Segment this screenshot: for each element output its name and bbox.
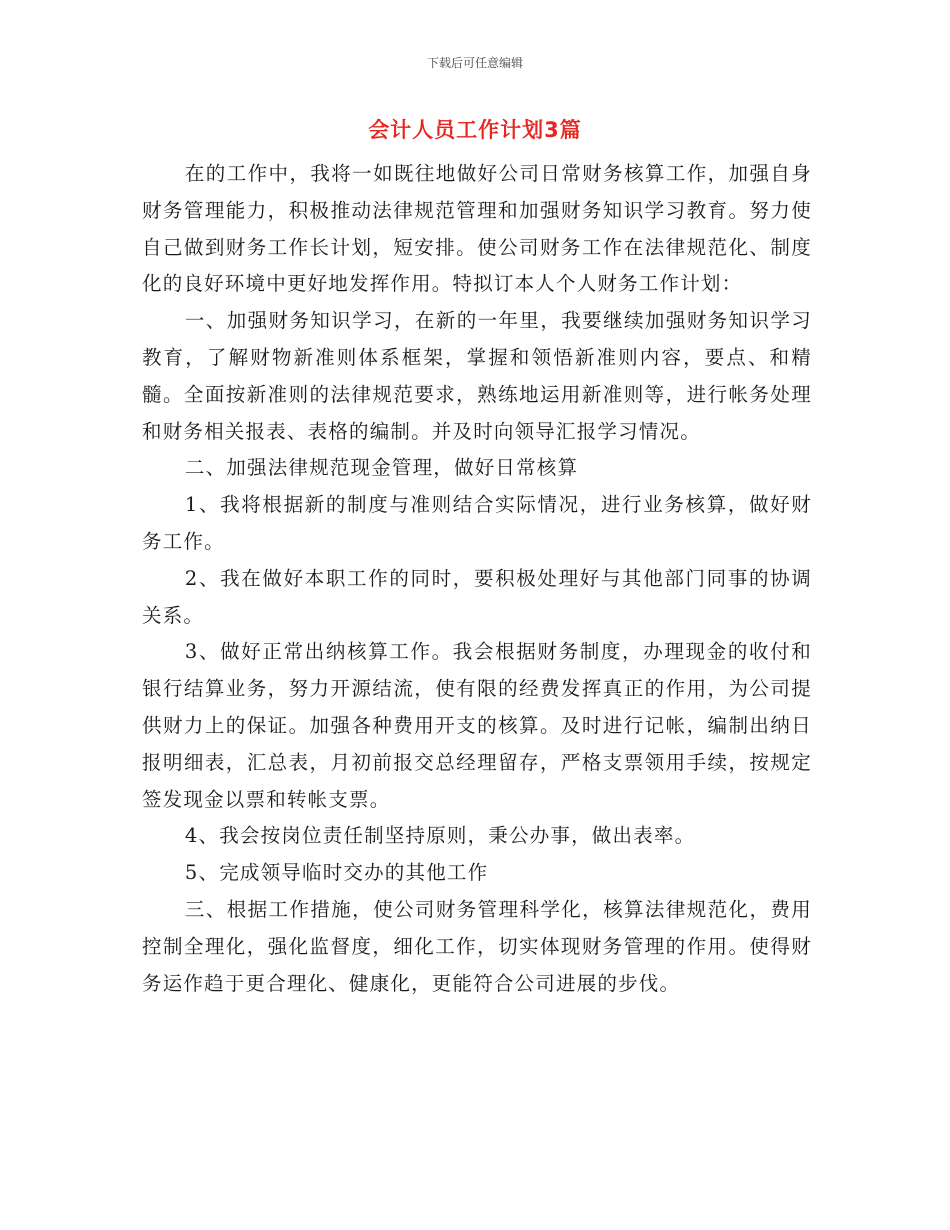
paragraph-item-3: 3、做好正常出纳核算工作。我会根据财务制度，办理现金的收付和银行结算业务，努力开源结流，使有限的经费发挥真正的作用，为公司提供财力上的保证。加强各种费用开支的核算。及时进行记帐，编制出纳日报明细表，汇总表，月初前报交总经理留存，严格支票领用手续，按规定签发现金以票和转帐支票。	[142, 640, 812, 811]
paragraph-section-3: 三、根据工作措施，使公司财务管理科学化，核算法律规范化，费用控制全理化，强化监督度，细化工作，切实体现财务管理的作用。使得财务运作趋于更合理化、健康化，更能符合公司进展的步伐。	[142, 897, 812, 995]
header-note: 下载后可任意编辑	[426, 56, 523, 70]
paragraph-item-2: 2、我在做好本职工作的同时，要积极处理好与其他部门同事的协调关系。	[142, 566, 812, 627]
document-title: 会计人员工作计划3篇	[368, 118, 582, 142]
paragraph-intro: 在的工作中，我将一如既往地做好公司日常财务核算工作，加强自身财务管理能力，积极推动法律规范管理和加强财务知识学习教育。努力使自己做到财务工作长计划，短安排。使公司财务工作在法律规范化、制度化的良好环境中更好地发挥作用。特拟订本人个人财务工作计划：	[142, 162, 812, 296]
paragraph-section-1: 一、加强财务知识学习，在新的一年里，我要继续加强财务知识学习教育，了解财物新准则体系框架，掌握和领悟新准则内容，要点、和精髓。全面按新准则的法律规范要求，熟练地运用新准则等，进行帐务处理和财务相关报表、表格的编制。并及时向领导汇报学习情况。	[142, 309, 812, 443]
document-body	[142, 156, 812, 1002]
paragraph-item-1: 1、我将根据新的制度与准则结合实际情况，进行业务核算，做好财务工作。	[142, 493, 812, 553]
paragraph-section-2-heading: 二、加强法律规范现金管理，做好日常核算	[184, 456, 579, 480]
paragraph-item-5: 5、完成领导临时交办的其他工作	[184, 861, 489, 885]
paragraph-item-4: 4、我会按岗位责任制坚持原则，秉公办事，做出表率。	[184, 824, 696, 848]
